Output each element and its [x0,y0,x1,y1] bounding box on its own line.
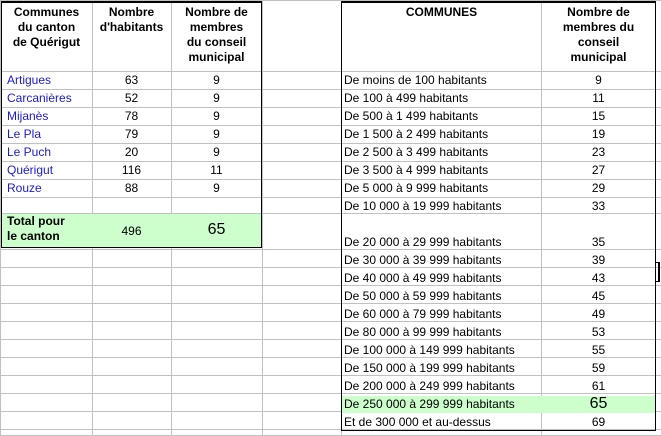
membres-value[interactable]: 9 [213,73,220,87]
commune-name[interactable]: Carcanières [7,91,72,105]
membres-count[interactable]: 61 [591,379,606,393]
total-membres[interactable]: 65 [207,221,226,238]
commune-name[interactable]: Le Puch [7,145,52,159]
left-table-border-top [1,1,262,3]
habitants-value[interactable]: 88 [124,181,139,195]
population-range[interactable]: De 20 000 à 29 999 habitants [344,235,502,249]
scrollbar-edge[interactable] [656,262,660,282]
habitants-value[interactable]: 116 [121,163,142,177]
habitants-value[interactable]: 52 [124,91,139,105]
commune-name[interactable]: Mijanès [7,109,49,123]
membres-count[interactable]: 65 [589,395,608,412]
left-header-0: Communes du canton de Quérigut [12,5,81,49]
population-range[interactable]: De 100 000 à 149 999 habitants [344,343,515,357]
membres-count[interactable]: 43 [591,271,606,285]
population-range[interactable]: De 50 000 à 59 999 habitants [344,289,502,303]
population-range[interactable]: De 1 500 à 2 499 habitants [344,127,489,141]
membres-value[interactable]: 9 [213,91,220,105]
left-header-2: Nombre de membres du conseil municipal [185,5,248,64]
membres-count[interactable]: 9 [595,73,602,87]
membres-count[interactable]: 55 [591,343,606,357]
habitants-value[interactable]: 79 [124,127,139,141]
right-table-border-top [341,1,656,3]
membres-count[interactable]: 69 [591,415,606,429]
membres-count[interactable]: 35 [591,235,606,249]
membres-count[interactable]: 27 [591,163,606,177]
membres-value[interactable]: 9 [213,181,220,195]
membres-count[interactable]: 45 [591,289,606,303]
habitants-value[interactable]: 78 [124,109,139,123]
population-range[interactable]: De 5 000 à 9 999 habitants [344,181,489,195]
population-range[interactable]: De 60 000 à 79 999 habitants [344,307,502,321]
membres-count[interactable]: 11 [592,91,605,105]
population-range[interactable]: De 2 500 à 3 499 habitants [344,145,489,159]
membres-count[interactable]: 33 [591,199,606,213]
commune-name[interactable]: Rouze [7,181,42,195]
population-range[interactable]: De moins de 100 habitants [344,73,487,87]
membres-value[interactable]: 11 [210,163,223,177]
grid-vline [262,0,263,435]
membres-count[interactable]: 23 [591,145,606,159]
habitants-value[interactable]: 20 [124,145,139,159]
population-range[interactable]: Et de 300 000 et au-dessus [344,415,491,429]
habitants-value[interactable]: 63 [124,73,139,87]
population-range[interactable]: De 500 à 1 499 habitants [344,109,479,123]
membres-value[interactable]: 9 [213,127,220,141]
membres-count[interactable]: 49 [591,307,606,321]
membres-value[interactable]: 9 [213,109,220,123]
population-range[interactable]: De 150 000 à 199 999 habitants [344,361,515,375]
right-table-border-left [341,1,342,431]
membres-count[interactable]: 19 [591,127,606,141]
right-header-communes: COMMUNES [405,5,478,19]
population-range[interactable]: De 100 à 499 habitants [344,91,469,105]
population-range[interactable]: De 40 000 à 49 999 habitants [344,271,502,285]
membres-count[interactable]: 59 [591,361,606,375]
commune-name[interactable]: Quérigut [7,163,54,177]
membres-value[interactable]: 9 [213,145,220,159]
population-range[interactable]: De 30 000 à 39 999 habitants [344,253,502,267]
left-table-border-bottom [1,247,262,248]
commune-name[interactable]: Le Pla [7,127,42,141]
population-range[interactable]: De 10 000 à 19 999 habitants [344,199,502,213]
membres-count[interactable]: 29 [591,181,606,195]
membres-count[interactable]: 39 [591,253,606,267]
total-habitants[interactable]: 496 [121,224,142,238]
total-label-line1: Total pour [7,214,65,228]
total-label-line2: le canton [7,229,60,243]
membres-count[interactable]: 15 [591,109,606,123]
right-header-membres: Nombre de membres du conseil municipal [562,5,635,64]
population-range[interactable]: De 3 500 à 4 999 habitants [344,163,489,177]
commune-name[interactable]: Artigues [7,73,52,87]
membres-count[interactable]: 53 [591,325,606,339]
population-range[interactable]: De 80 000 à 99 999 habitants [344,325,502,339]
population-range[interactable]: De 250 000 à 299 999 habitants [344,397,515,411]
left-header-1: Nombre d'habitants [99,5,164,34]
population-range[interactable]: De 200 000 à 249 999 habitants [344,379,515,393]
